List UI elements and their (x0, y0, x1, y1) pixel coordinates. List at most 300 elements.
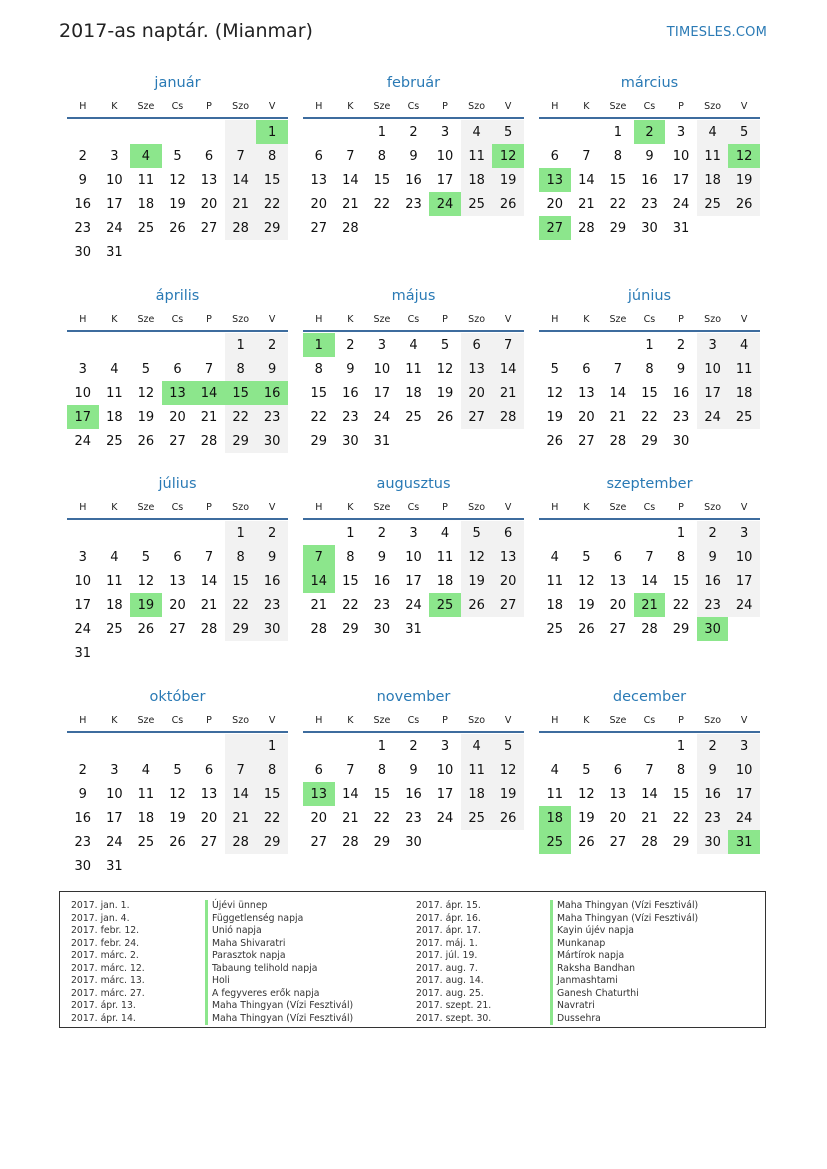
month-name: január (154, 75, 201, 91)
day-cell: 19 (578, 810, 595, 826)
weekday-header (303, 309, 524, 332)
empty-cell (571, 734, 603, 758)
legend-holiday-name: Navratri (550, 1000, 595, 1013)
day-cell: 22 (672, 597, 690, 613)
month-8 (303, 474, 524, 641)
day-cell: 18 (106, 597, 123, 613)
day-cell: 12 (169, 172, 186, 188)
legend-holiday-name: Maha Thingyan (Vízi Fesztivál) (550, 900, 698, 913)
day-cell: 12 (578, 786, 595, 802)
weekday-header (67, 309, 288, 332)
day-cell: 24 (697, 405, 729, 429)
day-cell: 14 (641, 573, 658, 589)
legend-date: 2017. jan. 1. (71, 900, 130, 911)
day-cell: 23 (342, 409, 359, 425)
weekday-label: P (678, 101, 684, 112)
day-cell: 16 (405, 786, 422, 802)
day-cell: 25 (106, 433, 123, 449)
day-cell: 9 (377, 549, 387, 565)
day-cell: 18 (461, 782, 493, 806)
day-cell: 25 (137, 834, 155, 850)
weekday-label: Sze (137, 502, 155, 513)
day-cell: 27 (609, 621, 627, 637)
day-cell: 28 (641, 834, 658, 850)
day-cell: 15 (609, 172, 627, 188)
day-cell: 8 (225, 545, 257, 569)
day-cell: 3 (110, 148, 119, 164)
day-cell: 25 (728, 405, 760, 429)
day-cell: 5 (582, 762, 591, 778)
day-cell: 11 (137, 172, 155, 188)
day-cell: 15 (672, 573, 690, 589)
day-grid (539, 521, 760, 641)
day-cell: 16 (74, 196, 92, 212)
legend-holiday-name: Janmashtami (550, 975, 618, 988)
weekday-label: Cs (643, 101, 656, 112)
day-cell: 22 (310, 409, 328, 425)
day-cell: 29 (310, 433, 328, 449)
day-cell: 20 (461, 381, 493, 405)
day-cell: 28 (200, 621, 218, 637)
day-cell: 9 (645, 148, 654, 164)
weekday-label: K (347, 314, 354, 325)
day-cell: 16 (405, 172, 422, 188)
weekday-label: Szo (468, 314, 486, 325)
month-2 (303, 73, 524, 240)
empty-cell (130, 333, 162, 357)
day-cell: 4 (550, 762, 559, 778)
weekday-label: Cs (171, 101, 184, 112)
empty-cell (335, 120, 367, 144)
day-cell: 9 (409, 148, 418, 164)
month-11 (303, 687, 524, 854)
empty-cell (225, 734, 257, 758)
legend-date: 2017. ápr. 15. (416, 900, 481, 911)
day-cell: 22 (342, 597, 359, 613)
weekday-label: K (111, 314, 118, 325)
day-cell: 7 (225, 758, 257, 782)
weekday-label: V (268, 502, 276, 513)
weekday-label: K (347, 502, 354, 513)
weekday-header (539, 96, 760, 119)
empty-cell (162, 734, 194, 758)
legend-date: 2017. márc. 27. (71, 987, 145, 999)
weekday-label: V (268, 101, 276, 112)
day-cell: 7 (645, 762, 654, 778)
weekday-label: P (442, 101, 448, 112)
day-cell: 30 (256, 429, 288, 453)
day-cell: 2 (346, 337, 355, 353)
legend-holiday-name: Újévi ünnep (205, 900, 267, 913)
weekday-label: Szo (704, 502, 722, 513)
day-cell: 15 (310, 385, 328, 401)
weekday-header (67, 497, 288, 520)
day-cell: 23 (74, 834, 92, 850)
empty-cell (67, 521, 99, 545)
day-cell: 27 (492, 593, 524, 617)
day-cell: 7 (346, 148, 355, 164)
day-cell: 5 (492, 120, 524, 144)
day-cell: 7 (204, 549, 214, 565)
day-cell: 29 (256, 830, 288, 854)
day-cell: 3 (676, 124, 686, 140)
day-cell: 21 (225, 192, 257, 216)
day-cell: 12 (169, 786, 186, 802)
weekday-label: V (740, 502, 748, 513)
day-cell: 14 (342, 172, 359, 188)
month-name: május (391, 288, 436, 304)
day-cell: 17 (405, 573, 422, 589)
weekday-label: H (315, 502, 323, 513)
legend-holiday-name: Maha Thingyan (Vízi Fesztivál) (205, 1000, 353, 1013)
day-cell: 20 (578, 409, 595, 425)
weekday-label: Sze (609, 101, 627, 112)
day-cell: 15 (373, 172, 391, 188)
day-cell: 24 (728, 593, 760, 617)
weekday-label: H (315, 715, 323, 726)
day-cell: 18 (436, 573, 454, 589)
weekday-label: Sze (373, 715, 391, 726)
holiday-day-cell: 25 (539, 830, 571, 854)
day-cell: 17 (436, 786, 454, 802)
day-cell: 27 (609, 834, 627, 850)
day-cell: 8 (225, 357, 257, 381)
weekday-label: V (504, 502, 512, 513)
month-name: november (376, 689, 451, 705)
day-cell: 17 (728, 782, 760, 806)
day-cell: 24 (728, 806, 760, 830)
day-cell: 10 (74, 385, 92, 401)
day-cell: 19 (546, 409, 564, 425)
day-cell: 26 (169, 220, 186, 236)
day-cell: 19 (461, 569, 493, 593)
day-cell: 22 (672, 810, 690, 826)
day-cell: 5 (728, 120, 760, 144)
weekday-label: K (583, 314, 590, 325)
legend-date: 2017. aug. 14. (416, 975, 484, 986)
weekday-label: P (678, 715, 684, 726)
legend-holiday-name: Maha Thingyan (Vízi Fesztivál) (550, 913, 698, 926)
day-cell: 6 (314, 762, 323, 778)
legend-holiday-name: Holi (205, 975, 230, 988)
day-cell: 19 (728, 168, 760, 192)
day-cell: 22 (373, 196, 391, 212)
day-cell: 16 (641, 172, 658, 188)
day-cell: 8 (613, 148, 623, 164)
day-cell: 1 (225, 521, 257, 545)
day-cell: 15 (256, 782, 288, 806)
empty-cell (335, 734, 367, 758)
empty-cell (130, 734, 162, 758)
day-cell: 22 (225, 405, 257, 429)
day-cell: 27 (200, 220, 218, 236)
day-cell: 13 (169, 573, 186, 589)
day-cell: 21 (200, 409, 218, 425)
weekday-label: Szo (704, 715, 722, 726)
day-cell: 30 (405, 834, 422, 850)
day-cell: 7 (204, 361, 214, 377)
day-cell: 29 (256, 216, 288, 240)
empty-cell (634, 521, 666, 545)
empty-cell (193, 521, 225, 545)
weekday-label: Sze (609, 314, 627, 325)
day-cell: 19 (492, 168, 524, 192)
day-cell: 29 (672, 834, 690, 850)
holiday-day-cell: 14 (303, 569, 335, 593)
day-cell: 2 (78, 148, 87, 164)
day-cell: 10 (436, 762, 454, 778)
weekday-label: Szo (232, 101, 250, 112)
day-cell: 8 (314, 361, 323, 377)
day-cell: 23 (256, 405, 288, 429)
day-cell: 8 (676, 549, 686, 565)
day-cell: 16 (373, 573, 391, 589)
day-cell: 27 (169, 433, 186, 449)
holiday-day-cell: 12 (728, 144, 760, 168)
day-cell: 24 (672, 196, 690, 212)
day-cell: 7 (492, 333, 524, 357)
legend-date: 2017. márc. 13. (71, 975, 145, 986)
month-name: december (612, 689, 687, 705)
holiday-day-cell: 30 (697, 617, 729, 641)
day-cell: 30 (256, 617, 288, 641)
day-cell: 15 (342, 573, 359, 589)
day-cell: 24 (106, 834, 123, 850)
day-cell: 1 (676, 525, 686, 541)
day-cell: 2 (256, 333, 288, 357)
weekday-label: V (740, 314, 748, 325)
day-cell: 13 (461, 357, 493, 381)
weekday-label: K (347, 101, 354, 112)
weekday-label: H (79, 101, 87, 112)
day-cell: 15 (672, 786, 690, 802)
day-cell: 21 (578, 196, 595, 212)
month-name: szeptember (606, 476, 693, 492)
holiday-day-cell: 14 (193, 381, 225, 405)
day-cell: 17 (373, 385, 391, 401)
day-cell: 27 (169, 621, 186, 637)
weekday-header (539, 497, 760, 520)
day-cell: 14 (225, 168, 257, 192)
day-cell: 18 (106, 409, 123, 425)
brand-link[interactable]: TIMESLES.COM (666, 25, 767, 40)
day-cell: 8 (645, 361, 654, 377)
day-cell: 4 (440, 525, 450, 541)
day-cell: 13 (578, 385, 595, 401)
legend-holiday-name: Munkanap (550, 938, 605, 951)
day-cell: 3 (697, 333, 729, 357)
legend-date: 2017. márc. 12. (71, 962, 145, 974)
day-cell: 8 (377, 148, 387, 164)
weekday-header (303, 96, 524, 119)
day-cell: 2 (256, 521, 288, 545)
day-cell: 31 (74, 645, 92, 661)
day-cell: 29 (225, 429, 257, 453)
empty-cell (303, 734, 335, 758)
empty-cell (602, 333, 634, 357)
day-cell: 3 (440, 124, 450, 140)
day-cell: 10 (728, 545, 760, 569)
weekday-label: Szo (232, 502, 250, 513)
day-cell: 6 (550, 148, 559, 164)
day-grid (539, 120, 760, 240)
day-cell: 13 (200, 172, 218, 188)
day-cell: 9 (676, 361, 686, 377)
day-cell: 7 (225, 144, 257, 168)
empty-cell (602, 734, 634, 758)
weekday-header (67, 710, 288, 733)
weekday-label: Cs (643, 314, 656, 325)
weekday-label: Cs (171, 314, 184, 325)
weekday-label: Sze (373, 101, 391, 112)
day-grid (67, 120, 288, 264)
day-cell: 21 (200, 597, 218, 613)
day-cell: 8 (346, 549, 355, 565)
legend-date: 2017. júl. 19. (416, 950, 478, 961)
weekday-label: Szo (468, 502, 486, 513)
day-cell: 18 (546, 597, 564, 613)
holiday-day-cell: 4 (130, 144, 162, 168)
day-cell: 18 (728, 381, 760, 405)
empty-cell (99, 120, 131, 144)
day-cell: 21 (225, 806, 257, 830)
day-cell: 25 (106, 621, 123, 637)
day-cell: 23 (405, 196, 422, 212)
day-cell: 5 (582, 549, 591, 565)
day-cell: 2 (409, 124, 418, 140)
day-cell: 12 (546, 385, 564, 401)
day-grid (303, 521, 524, 641)
day-cell: 20 (310, 196, 328, 212)
day-cell: 18 (137, 196, 155, 212)
day-cell: 29 (373, 834, 391, 850)
legend-date: 2017. febr. 12. (71, 925, 140, 936)
day-cell: 30 (373, 621, 391, 637)
day-cell: 26 (546, 433, 564, 449)
day-cell: 27 (578, 433, 595, 449)
day-cell: 20 (546, 196, 564, 212)
day-grid (303, 333, 524, 453)
month-9 (539, 474, 760, 641)
day-cell: 1 (377, 124, 387, 140)
day-cell: 23 (74, 220, 92, 236)
day-cell: 11 (137, 786, 155, 802)
day-cell: 18 (461, 168, 493, 192)
empty-cell (193, 333, 225, 357)
day-cell: 21 (310, 597, 328, 613)
weekday-label: H (551, 101, 559, 112)
day-cell: 26 (578, 834, 595, 850)
day-cell: 29 (342, 621, 359, 637)
weekday-label: P (442, 314, 448, 325)
day-cell: 14 (225, 782, 257, 806)
day-cell: 26 (169, 834, 186, 850)
day-cell: 20 (200, 810, 218, 826)
day-cell: 3 (78, 361, 87, 377)
day-cell: 28 (225, 830, 257, 854)
day-cell: 9 (256, 357, 288, 381)
legend-date: 2017. szept. 21. (416, 1000, 492, 1011)
day-cell: 3 (110, 762, 119, 778)
weekday-label: K (583, 502, 590, 513)
day-cell: 6 (613, 549, 623, 565)
weekday-label: Cs (407, 715, 420, 726)
day-cell: 28 (225, 216, 257, 240)
day-cell: 21 (492, 381, 524, 405)
day-cell: 24 (405, 597, 422, 613)
month-name: június (627, 288, 672, 304)
day-cell: 30 (342, 433, 359, 449)
day-cell: 11 (546, 573, 564, 589)
holiday-day-cell: 17 (67, 405, 99, 429)
empty-cell (303, 521, 335, 545)
holiday-day-cell: 27 (539, 216, 571, 240)
day-cell: 8 (676, 762, 686, 778)
day-cell: 3 (377, 337, 387, 353)
weekday-label: H (315, 101, 323, 112)
day-cell: 6 (173, 549, 182, 565)
holiday-day-cell: 21 (634, 593, 666, 617)
day-cell: 31 (405, 621, 422, 637)
day-cell: 10 (697, 357, 729, 381)
day-cell: 10 (436, 148, 454, 164)
weekday-label: Sze (609, 502, 627, 513)
month-1 (67, 73, 288, 264)
day-cell: 17 (74, 597, 92, 613)
day-cell: 9 (409, 762, 418, 778)
weekday-label: Cs (407, 502, 420, 513)
day-cell: 19 (169, 810, 186, 826)
day-cell: 4 (697, 120, 729, 144)
legend-holiday-name: Függetlenség napja (205, 913, 303, 926)
weekday-label: P (442, 715, 448, 726)
day-cell: 1 (676, 738, 686, 754)
day-cell: 1 (645, 337, 654, 353)
day-cell: 3 (440, 738, 450, 754)
empty-cell (193, 734, 225, 758)
month-7 (67, 474, 288, 665)
day-cell: 6 (613, 762, 623, 778)
day-cell: 14 (342, 786, 359, 802)
weekday-label: K (583, 715, 590, 726)
weekday-label: H (551, 314, 559, 325)
day-cell: 24 (373, 409, 391, 425)
day-cell: 12 (578, 573, 595, 589)
day-cell: 26 (578, 621, 595, 637)
day-cell: 16 (672, 385, 690, 401)
day-cell: 3 (728, 734, 760, 758)
day-grid (539, 734, 760, 854)
weekday-label: Cs (643, 715, 656, 726)
day-cell: 3 (728, 521, 760, 545)
weekday-header (303, 497, 524, 520)
legend-holiday-name: Kayin újév napja (550, 925, 634, 938)
day-cell: 12 (137, 573, 155, 589)
weekday-label: Sze (137, 314, 155, 325)
holiday-day-cell: 15 (225, 381, 257, 405)
day-cell: 11 (461, 144, 493, 168)
day-cell: 6 (492, 521, 524, 545)
day-cell: 27 (200, 834, 218, 850)
day-cell: 6 (461, 333, 493, 357)
day-cell: 11 (106, 573, 123, 589)
empty-cell (539, 333, 571, 357)
holiday-legend (59, 891, 766, 1028)
holiday-day-cell: 13 (539, 168, 571, 192)
day-cell: 11 (697, 144, 729, 168)
day-cell: 2 (409, 738, 418, 754)
weekday-label: P (206, 314, 212, 325)
